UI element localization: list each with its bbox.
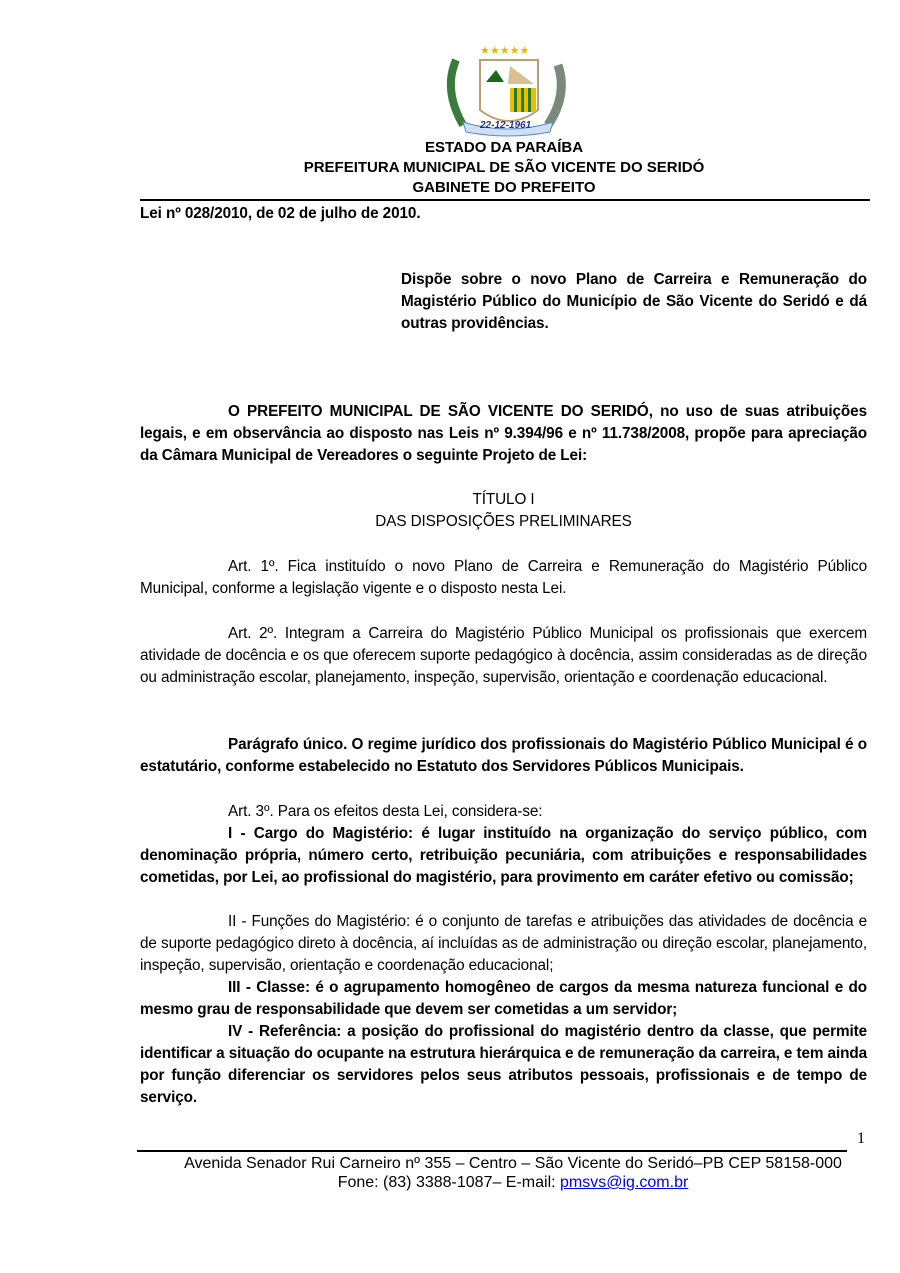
article-3-item-4: IV - Referência: a posição do profissional do magistério dentro da classe, que permite identificar a situação do ocupante na estrutura hierárquica e de remuneração da carreira, e tem ainda por função diferenciar os servidores pelos seus atributos pessoais, profissionais e de tempo de serviço. bbox=[140, 1023, 867, 1106]
preamble: O PREFEITO MUNICIPAL DE SÃO VICENTE DO SERIDÓ, no uso de suas atribuições legais, e em observância ao disposto nas Leis nº 9.394/96 e nº 11.738/2008, propõe para apreciação da Câmara Municipal de Vereadores o seguinte Projeto de Lei: bbox=[140, 403, 867, 464]
footer-contact bbox=[140, 1173, 886, 1192]
coat-of-arms-logo bbox=[438, 40, 573, 140]
header-gabinete: GABINETE DO PREFEITO bbox=[412, 179, 596, 196]
footer-address: Avenida Senador Rui Carneiro nº 355 – Centro – São Vicente do Seridó–PB CEP 58158-000 bbox=[184, 1155, 842, 1172]
footer-phone: Fone: (83) 3388-1087– E-mail: bbox=[337, 1174, 561, 1191]
article-2: Art. 2º. Integram a Carreira do Magistério Público Municipal os profissionais que exercem atividade de docência e os que oferecem suporte pedagógico à docência, assim consideradas as de direção ou administração escolar, planejamento, inspeção, supervisão, orientação e coordenação educacional. bbox=[140, 625, 867, 686]
ementa: Dispõe sobre o novo Plano de Carreira e Remuneração do Magistério Público do Município de São Vicente do Seridó e dá outras providências. bbox=[401, 271, 867, 332]
law-title: Lei nº 028/2010, de 02 de julho de 2010. bbox=[140, 205, 421, 222]
title-number: TÍTULO I bbox=[472, 491, 535, 508]
title-name: DAS DISPOSIÇÕES PRELIMINARES bbox=[375, 513, 632, 530]
article-1: Art. 1º. Fica instituído o novo Plano de Carreira e Remuneração do Magistério Público Municipal, conforme a legislação vigente e o disposto nesta Lei. bbox=[140, 558, 867, 597]
article-3-item-2: II - Funções do Magistério: é o conjunto de tarefas e atribuições das atividades de docência e de suporte pedagógico direto à docência, aí incluídas as de administração ou direção escolar, planejamento, inspeção, supervisão, orientação e coordenação educacional; bbox=[140, 913, 867, 974]
logo-date: 22-12-1961 bbox=[480, 120, 532, 131]
header-prefeitura: PREFEITURA MUNICIPAL DE SÃO VICENTE DO SERIDÓ bbox=[303, 159, 705, 176]
paragrafo-unico: Parágrafo único. O regime jurídico dos profissionais do Magistério Público Municipal é o estatutário, conforme estabelecido no Estatuto dos Servidores Públicos Municipais. bbox=[140, 736, 867, 775]
page-number: 1 bbox=[857, 1130, 865, 1147]
footer-email-link[interactable]: pmsvs@ig.com.br bbox=[560, 1174, 689, 1191]
article-3-item-1: I - Cargo do Magistério: é lugar instituído na organização do serviço público, com denominação própria, número certo, retribuição pecuniária, com atribuições e responsabilidades cometidas, por Lei, ao profissional do magistério, para provimento em caráter efetivo ou comissão; bbox=[140, 825, 867, 886]
footer-divider bbox=[137, 1150, 847, 1152]
header-divider bbox=[140, 199, 870, 201]
article-3-intro: Art. 3º. Para os efeitos desta Lei, considera-se: bbox=[228, 803, 543, 820]
svg-text:★★★★★: ★★★★★ bbox=[480, 45, 530, 57]
header-state: ESTADO DA PARAÍBA bbox=[424, 139, 584, 156]
article-3-item-3: III - Classe: é o agrupamento homogêneo de cargos da mesma natureza funcional e do mesmo grau de responsabilidade que devem ser cometidas a um servidor; bbox=[140, 979, 867, 1018]
